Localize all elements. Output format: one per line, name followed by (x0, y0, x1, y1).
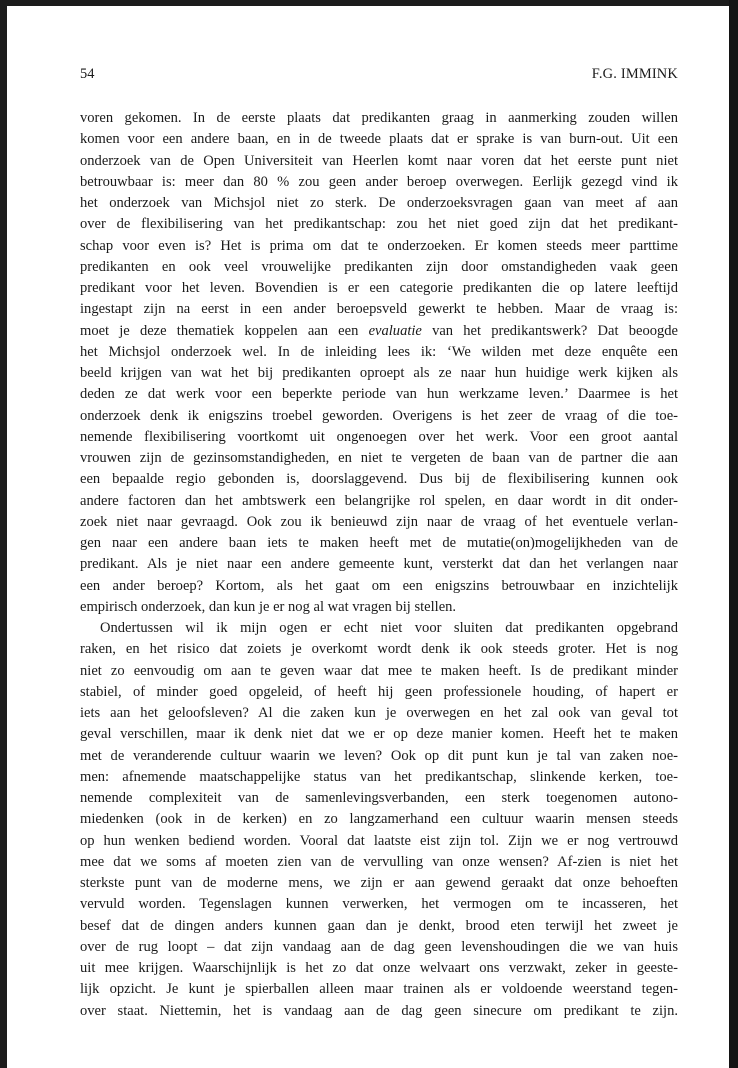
text-line: predikant voor het leven. Bovendien is er een categorie predikanten die op latere leeftijd (80, 280, 678, 296)
text-line: onderzoek denk ik enigszins troebel geworden. Overigens is het zeer de vraag of die toe- (80, 407, 678, 424)
text-line: onderzoek van de Open Universiteit van Heerlen komt naar voren dat het eerste punt niet (80, 152, 678, 169)
text-line: over staat. Niettemin, het is vandaag aan de dag geen sinecure om predikant te zijn. (80, 1002, 678, 1019)
text-line: lijk opzicht. Je kunt je spierballen alleen maar trainen als er voldoende weerstand tegen- (80, 981, 678, 998)
text-line: betrouwbaar is: meer dan 80 % zou geen ander beroep overwegen. Eerlijk gezegd vind ik (80, 173, 678, 190)
text-line: stabiel, of minder goed opgeleid, of heeft hij geen professionele houding, of hapert er (80, 683, 678, 700)
text-line-with-emphasis (80, 321, 678, 342)
text-line: vervuld worden. Tegenslagen kunnen verwerken, het vermogen om te incasseren, het (80, 896, 678, 913)
text-segment: van het predikantswerk? Dat beoogde (421, 322, 678, 339)
text-line: ingestapt zijn na eerst in een ander beroepsveld gewerkt te hebben. Maar de vraag is: (80, 301, 678, 318)
text-line: iets aan het geloofsleven? Al die zaken kun je overwegen en het zal ook van geval tot (80, 705, 678, 721)
text-line: uit mee krijgen. Waarschijnlijk is het zo dat onze welvaart ons verzwakt, zeker in geeste- (80, 960, 678, 976)
text-line: empirisch onderzoek, dan kun je er nog al wat vragen bij stellen. (80, 598, 457, 615)
text-line: deden ze dat werk voor een beperkte periode van hun werkzame leven.’ Daarmee is het (80, 386, 678, 403)
scan-border-right (729, 0, 738, 1068)
text-line: geval verschillen, maar ik denk niet dat we er op deze manier komen. Heeft het te maken (80, 726, 678, 743)
scan-border-top (0, 0, 738, 6)
scan-border-left (0, 0, 7, 1068)
text-line: predikanten en ook veel vrouwelijke predikanten zijn door omstandigheden vaak geen (80, 258, 678, 275)
text-line: over de rug loopt – dat zijn vandaag aan de dag geen levenshoudingen die we van huis (80, 938, 678, 955)
text-line: sterkste punt van de moderne mens, we zijn er aan gewend geraakt dat onze behoeften (80, 875, 678, 891)
text-line: voren gekomen. In de eerste plaats dat predikanten graag in aanmerking zouden willen (80, 110, 678, 126)
text-line: zoek niet naar gevraagd. Ook zou ik benieuwd zijn naar de vraag of het eventuele verlan- (80, 513, 678, 530)
page-number: 54 (80, 66, 95, 82)
emphasized-word: evaluatie (368, 322, 422, 339)
text-line: beeld krijgen van wat het bij predikanten oproept als ze naar hun huidige werk kijken als (80, 365, 678, 381)
text-line: komen voor een andere baan, en in de tweede plaats dat er sprake is van burn-out. Uit een (80, 131, 678, 148)
text-segment: moet je deze thematiek koppelen aan een (80, 322, 369, 339)
text-line: over de flexibilisering van het predikantschap: zou het niet goed zijn dat het predikant- (80, 216, 678, 233)
body-text (80, 108, 678, 1022)
text-line: vrouwen zijn de gezinsomstandigheden, en niet te vergeten de baan van de partner die aan (80, 450, 678, 466)
text-line: men: afnemende maatschappelijke status van het predikantschap, slinkende kerken, toe- (80, 768, 678, 785)
text-line: miedenken (ook in de kerken) en zo langzamerhand een cultuur waarin mensen steeds (80, 811, 678, 828)
text-line: schap voor even is? Het is prima om dat te onderzoeken. Er komen steeds meer parttime (80, 237, 678, 254)
running-head: F.G. IMMINK (591, 66, 678, 82)
text-line: andere factoren dan het ambtswerk een belangrijke rol spelen, en daar wordt in dit onder- (80, 492, 678, 509)
text-line: het Michsjol onderzoek wel. In de inleiding lees ik: ‘We wilden met deze enquête een (80, 343, 678, 360)
text-line: op hun wenken bediend worden. Vooral dat laatste eist zijn tol. Zijn we er nog vertrouwd (80, 832, 678, 849)
text-line: niet zo eenvoudig om aan te geven waar dat mee te maken heeft. Is de predikant minder (80, 662, 678, 679)
text-line: nemende complexiteit van de samenlevingsverbanden, een sterk toegenomen autono- (80, 790, 678, 806)
text-line: nemende flexibilisering voortkomt uit ongenoegen over het werk. Voor een groot aantal (80, 428, 678, 445)
text-line: besef dat de dingen anders kunnen gaan dan je denkt, brood eten terwijl het zweet je (80, 917, 678, 934)
text-line: mee dat we soms af moeten zien van de vervulling van onze wensen? Af-zien is niet het (80, 853, 678, 870)
text-line: een bepaalde regio gebonden is, doorslaggevend. Dus bij de flexibilisering kunnen ook (80, 471, 678, 488)
text-line: een ander beroep? Kortom, als het gaat om een enigszins betrouwbaar en inzichtelijk (80, 577, 678, 594)
text-line: het onderzoek van Michsjol niet zo sterk. De onderzoeksvragen gaan van meet af aan (80, 195, 678, 211)
text-line: predikant. Als je niet naar een andere gemeente kunt, versterkt dat dan het verlangen naar (80, 556, 678, 573)
page-header (80, 66, 678, 86)
text-line: raken, en het risico dat zoiets je overkomt wordt denk ik ook steeds groter. Het is nog (80, 641, 678, 658)
text-line: gen naar een andere baan iets te maken heeft met de mutatie(on)mogelijkheden van de (80, 535, 678, 551)
text-line: met de veranderende cultuur waarin we leven? Ook op dit punt kun je tal van zaken noe- (80, 747, 678, 764)
text-line: Ondertussen wil ik mijn ogen er echt niet voor sluiten dat predikanten opgebrand (100, 620, 678, 636)
